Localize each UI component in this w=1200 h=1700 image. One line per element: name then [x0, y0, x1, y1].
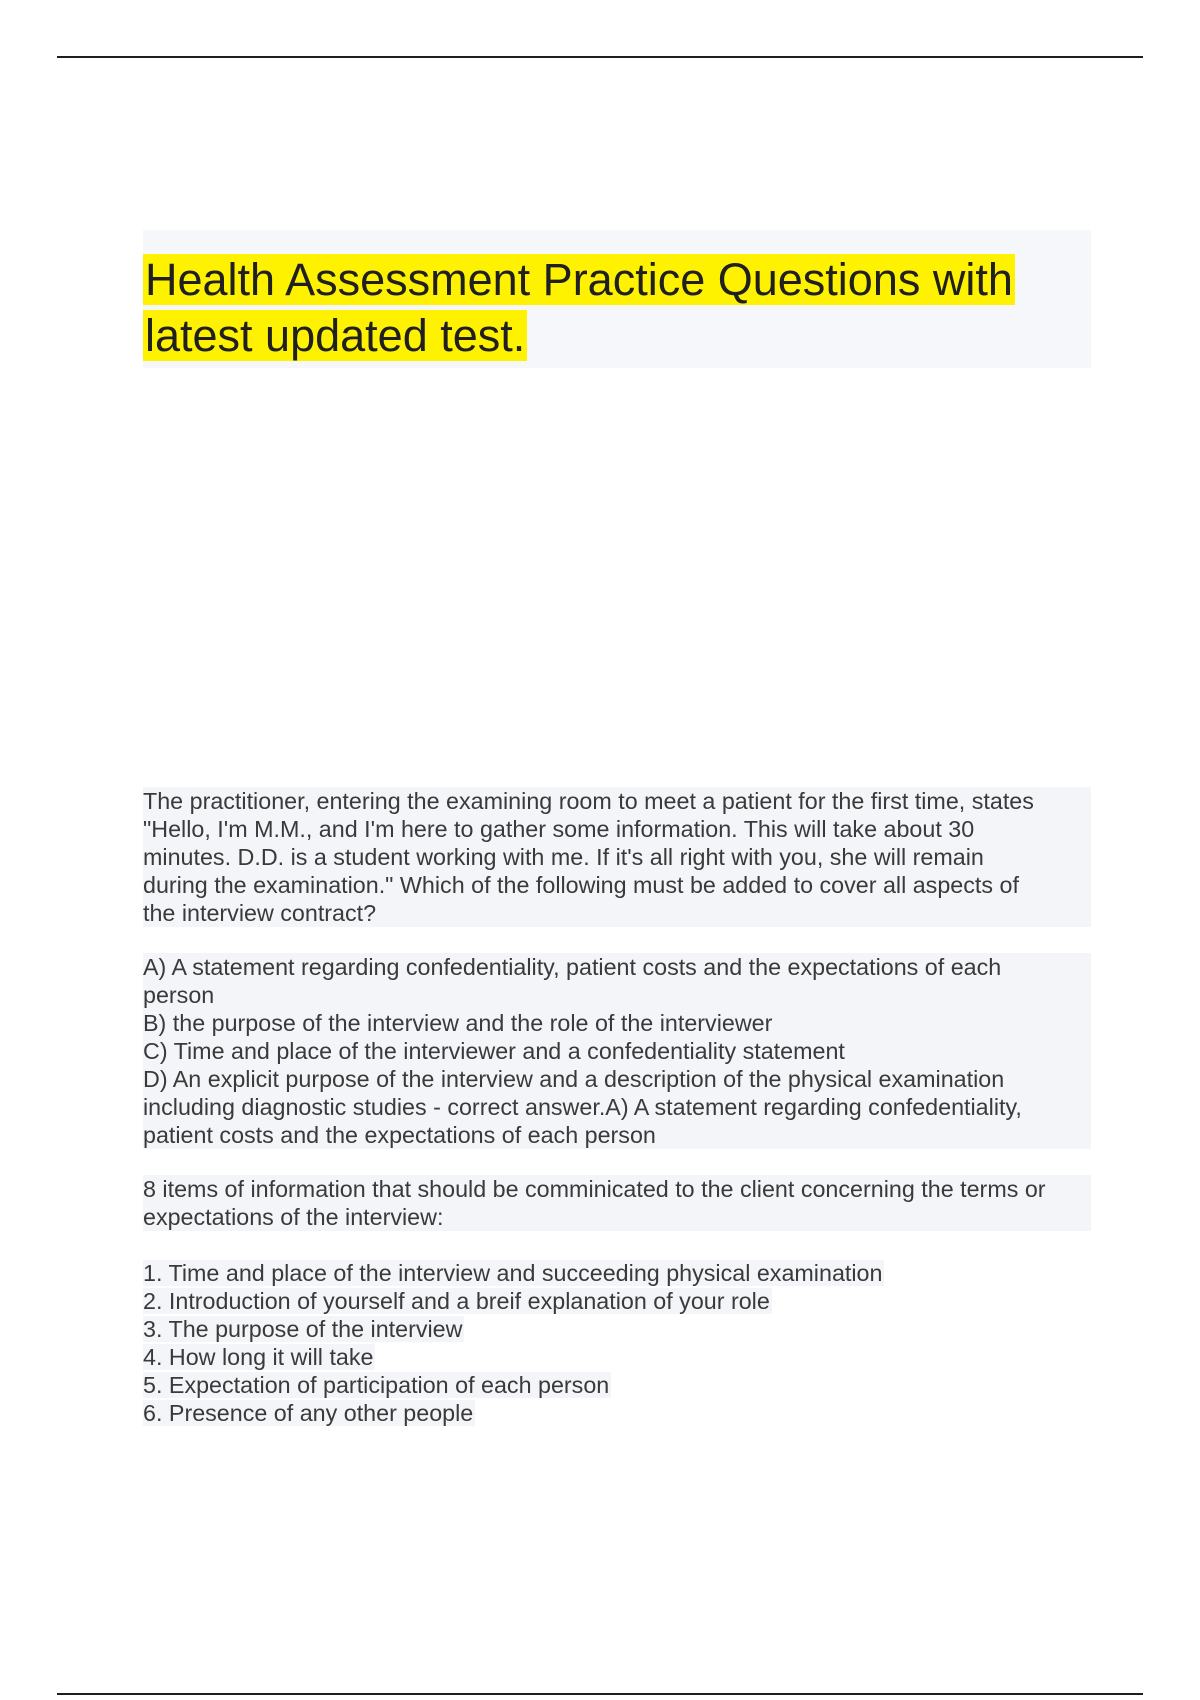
question-line: during the examination." Which of the following must be added to cover all aspects of: [143, 872, 1019, 898]
title-line-1: Health Assessment Practice Questions with: [145, 254, 1013, 305]
info-list: [143, 1259, 1091, 1427]
list-item: 6. Presence of any other people: [143, 1400, 474, 1426]
info-paragraph: [143, 1175, 1091, 1231]
info-line: 8 items of information that should be comminicated to the client concerning the terms or: [143, 1176, 1046, 1202]
question-paragraph: [143, 787, 1091, 927]
option-line: B) the purpose of the interview and the role of the interviewer: [143, 1010, 773, 1036]
answer-options: [143, 953, 1091, 1149]
option-line: C) Time and place of the interviewer and a confedentiality statement: [143, 1038, 845, 1064]
question-line: "Hello, I'm M.M., and I'm here to gather some information. This will take about 30: [143, 816, 975, 842]
list-item: 5. Expectation of participation of each person: [143, 1372, 610, 1398]
page-title: [143, 252, 1015, 364]
list-item: 3. The purpose of the interview: [143, 1316, 463, 1342]
title-line-2: latest updated test.: [145, 310, 526, 361]
bottom-rule: [57, 1693, 1143, 1695]
question-line: minutes. D.D. is a student working with me. If it's all right with you, she will remain: [143, 844, 984, 870]
list-item: 4. How long it will take: [143, 1344, 374, 1370]
list-item: 2. Introduction of yourself and a breif explanation of your role: [143, 1288, 770, 1314]
option-line: patient costs and the expectations of each person: [143, 1122, 656, 1148]
option-line: person: [143, 982, 215, 1008]
question-line: the interview contract?: [143, 900, 377, 926]
info-line: expectations of the interview:: [143, 1204, 444, 1230]
option-line: including diagnostic studies - correct answer.A) A statement regarding confedentiality,: [143, 1094, 1022, 1120]
title-block: [143, 230, 1091, 368]
question-line: The practitioner, entering the examining room to meet a patient for the first time, states: [143, 788, 1034, 814]
option-line: A) A statement regarding confedentiality, patient costs and the expectations of each: [143, 954, 1002, 980]
top-rule: [57, 56, 1143, 58]
list-item: 1. Time and place of the interview and succeeding physical examination: [143, 1260, 883, 1286]
option-line: D) An explicit purpose of the interview and a description of the physical examination: [143, 1066, 1005, 1092]
